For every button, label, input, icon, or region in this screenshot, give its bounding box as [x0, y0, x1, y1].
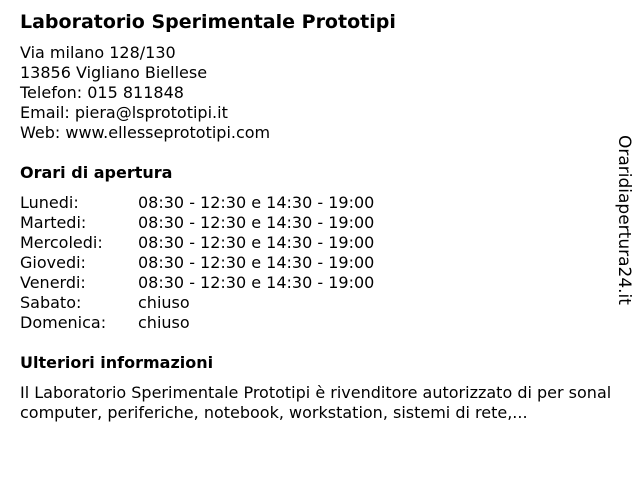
day-label: Giovedi: [20, 253, 86, 272]
hours-row [20, 213, 610, 233]
opening-hours-table [20, 193, 610, 333]
email-line: Email: piera@lsprototipi.it [20, 103, 228, 122]
address-line-2: 13856 Vigliano Biellese [20, 63, 208, 82]
hours-row [20, 193, 610, 213]
hours-value: 08:30 - 12:30 e 14:30 - 19:00 [138, 273, 375, 292]
phone-line: Telefon: 015 811848 [20, 83, 184, 102]
day-label: Martedi: [20, 213, 87, 232]
hours-row [20, 293, 610, 313]
business-card [20, 9, 610, 423]
hours-value: 08:30 - 12:30 e 14:30 - 19:00 [138, 213, 375, 232]
hours-row [20, 313, 610, 333]
hours-row [20, 273, 610, 293]
day-label: Sabato: [20, 293, 82, 312]
day-label: Venerdi: [20, 273, 86, 292]
contact-block [20, 43, 610, 143]
hours-row [20, 253, 610, 273]
day-label: Domenica: [20, 313, 107, 332]
business-name: Laboratorio Sperimentale Prototipi [20, 11, 396, 33]
opening-hours-heading: Orari di apertura [20, 163, 173, 182]
additional-info-heading: Ulteriori informazioni [20, 353, 214, 372]
hours-value: chiuso [138, 313, 190, 332]
address-line-1: Via milano 128/130 [20, 43, 176, 62]
hours-value: chiuso [138, 293, 190, 312]
hours-value: 08:30 - 12:30 e 14:30 - 19:00 [138, 253, 375, 272]
additional-info-text: Il Laboratorio Sperimentale Prototipi è rivenditore autorizzato di per sonal computer, periferiche, notebook, workstation, sistemi di rete,... [20, 383, 612, 422]
hours-row [20, 233, 610, 253]
hours-value: 08:30 - 12:30 e 14:30 - 19:00 [138, 193, 375, 212]
brand-watermark: Oraridiapertura24.it [614, 135, 634, 305]
day-label: Mercoledi: [20, 233, 103, 252]
web-line: Web: www.ellesseprototipi.com [20, 123, 271, 142]
hours-value: 08:30 - 12:30 e 14:30 - 19:00 [138, 233, 375, 252]
day-label: Lunedi: [20, 193, 79, 212]
